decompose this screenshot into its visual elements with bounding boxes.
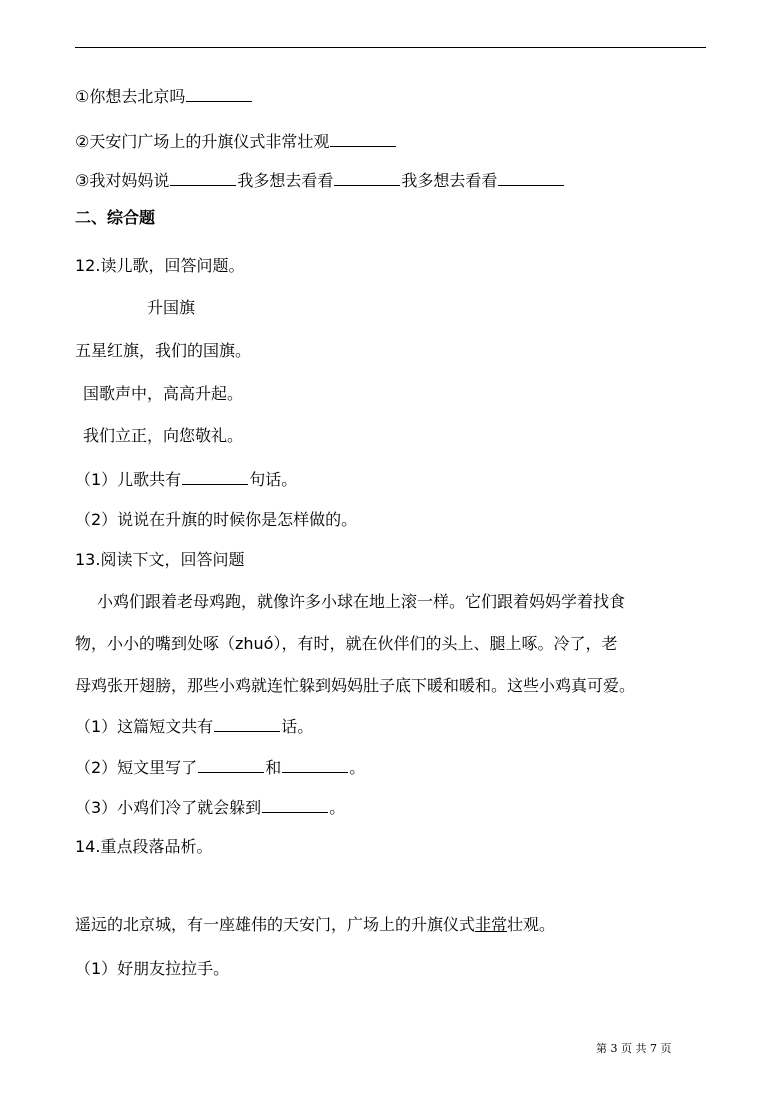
q13-para-line-3: 母鸡张开翅膀，那些小鸡就连忙躲到妈妈肚子底下暖和暖和。这些小鸡真可爱。 xyxy=(75,676,636,695)
q11-item-2: ②天安门广场上的升旗仪式非常壮观 xyxy=(75,129,397,153)
q13-sub-2: （2）短文里写了 和 。 xyxy=(75,755,365,779)
answer-blank[interactable] xyxy=(330,129,396,147)
answer-blank[interactable] xyxy=(198,755,264,773)
q13-sub-3: （3）小鸡们冷了就会躲到 。 xyxy=(75,795,345,819)
section-title: 二、综合题 xyxy=(75,208,156,227)
q13-sub-1: （1）这篇短文共有 话。 xyxy=(75,714,313,738)
answer-blank[interactable] xyxy=(182,467,248,485)
answer-blank[interactable] xyxy=(498,168,564,186)
answer-blank[interactable] xyxy=(186,84,252,102)
q12-sub-1: （1）儿歌共有 句话。 xyxy=(75,467,297,491)
poem-line-2: 国歌声中，高高升起。 xyxy=(83,384,244,403)
answer-blank[interactable] xyxy=(262,795,328,813)
poem-title: 升国旗 xyxy=(147,298,196,317)
q13-para-line-2: 物，小小的嘴到处啄（zhuó），有时，就在伙伴们的头上、腿上啄。冷了，老 xyxy=(75,634,618,653)
answer-blank[interactable] xyxy=(214,714,280,732)
q14-prompt: 14.重点段落品析。 xyxy=(75,837,213,856)
q11-item-1: ①你想去北京吗 xyxy=(75,84,253,108)
q14-sub-1: （1）好朋友拉拉手。 xyxy=(75,959,230,978)
page-footer: 第 3 页 共 7 页 xyxy=(596,1042,672,1055)
underlined-word: 非常 xyxy=(475,915,508,934)
q14-paragraph: 遥远的北京城，有一座雄伟的天安门，广场上的升旗仪式非常壮观。 xyxy=(75,915,556,934)
q11-item-3: ③我对妈妈说 我多想去看看 我多想去看看 xyxy=(75,168,565,192)
header-rule xyxy=(75,47,706,48)
poem-line-1: 五星红旗，我们的国旗。 xyxy=(75,341,252,360)
q13-para-line-1: 小鸡们跟着老母鸡跑，就像许多小球在地上滚一样。它们跟着妈妈学着找食 xyxy=(97,592,626,611)
q12-prompt: 12.读儿歌，回答问题。 xyxy=(75,256,245,275)
answer-blank[interactable] xyxy=(170,168,236,186)
answer-blank[interactable] xyxy=(282,755,348,773)
q13-prompt: 13.阅读下文，回答问题 xyxy=(75,550,245,569)
answer-blank[interactable] xyxy=(334,168,400,186)
q12-sub-2: （2）说说在升旗的时候你是怎样做的。 xyxy=(75,510,358,529)
poem-line-3: 我们立正，向您敬礼。 xyxy=(83,426,244,445)
